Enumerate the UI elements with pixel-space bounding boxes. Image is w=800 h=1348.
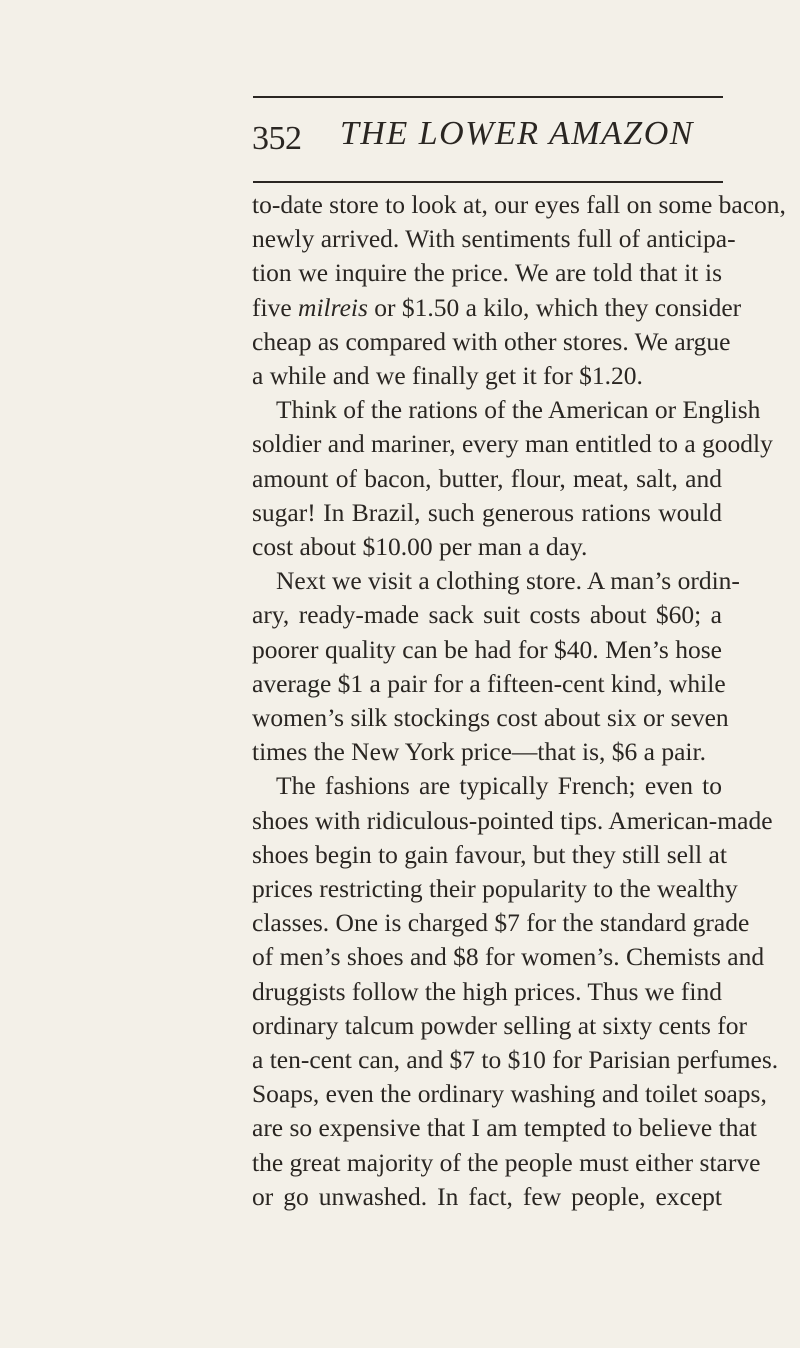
text-line: average $1 a pair for a fifteen-cent kind, while — [252, 668, 726, 698]
text-line: amount of bacon, butter, flour, meat, salt, and — [252, 463, 722, 493]
text-line: cheap as compared with other stores. We argue — [252, 326, 731, 356]
text-line: prices restricting their popularity to the wealthy — [252, 874, 738, 904]
body-text — [252, 188, 786, 1214]
text-line: tion we inquire the price. We are told that it is — [252, 258, 722, 288]
text-line: ary, ready-made sack suit costs about $60; a — [252, 600, 722, 630]
text-line: classes. One is charged $7 for the standard grade — [252, 908, 750, 938]
text-line: shoes begin to gain favour, but they still sell at — [252, 839, 727, 869]
text-line: newly arrived. With sentiments full of anticipa- — [252, 224, 736, 254]
text-line: a ten-cent can, and $7 to $10 for Parisian perfumes. — [252, 1045, 779, 1075]
text-line: The fashions are typically French; even to — [276, 771, 722, 801]
text-line: soldier and mariner, every man entitled to a goodly — [252, 429, 773, 459]
text-line: of men’s shoes and $8 for women’s. Chemists and — [252, 942, 765, 972]
text-line: ordinary talcum powder selling at sixty cents for — [252, 1010, 747, 1040]
italic-word: milreis — [298, 292, 368, 322]
text-line: shoes with ridiculous-pointed tips. American-made — [252, 805, 773, 835]
text-line: cost about $10.00 per man a day. — [252, 532, 588, 562]
running-head: THE LOWER AMAZON — [340, 115, 694, 152]
text-line: to-date store to look at, our eyes fall on some bacon, — [252, 190, 786, 219]
text-line: druggists follow the high prices. Thus we find — [252, 976, 722, 1006]
header-rule-bottom — [253, 181, 723, 183]
text-line: a while and we finally get it for $1.20. — [252, 361, 643, 391]
text-line: poorer quality can be had for $40. Men’s hose — [252, 634, 722, 664]
text-line: sugar! In Brazil, such generous rations would — [252, 497, 722, 527]
header-rule-top — [253, 96, 723, 98]
text-line: are so expensive that I am tempted to believe that — [252, 1113, 757, 1143]
text-line: or go unwashed. In fact, few people, except — [252, 1181, 722, 1211]
text-line: women’s silk stockings cost about six or seven — [252, 703, 729, 733]
text-line: times the New York price—that is, $6 a pair. — [252, 737, 706, 767]
text-line — [252, 291, 742, 325]
text-fragment: or $1.50 a kilo, which they consider — [367, 292, 742, 322]
page-number: 352 — [252, 120, 302, 157]
text-fragment: five — [252, 292, 299, 322]
text-line: Soaps, even the ordinary washing and toilet soaps, — [252, 1079, 767, 1109]
text-line: the great majority of the people must either starve — [252, 1147, 761, 1177]
text-line: Think of the rations of the American or English — [276, 395, 761, 425]
text-line: Next we visit a clothing store. A man’s ordin- — [276, 566, 740, 596]
